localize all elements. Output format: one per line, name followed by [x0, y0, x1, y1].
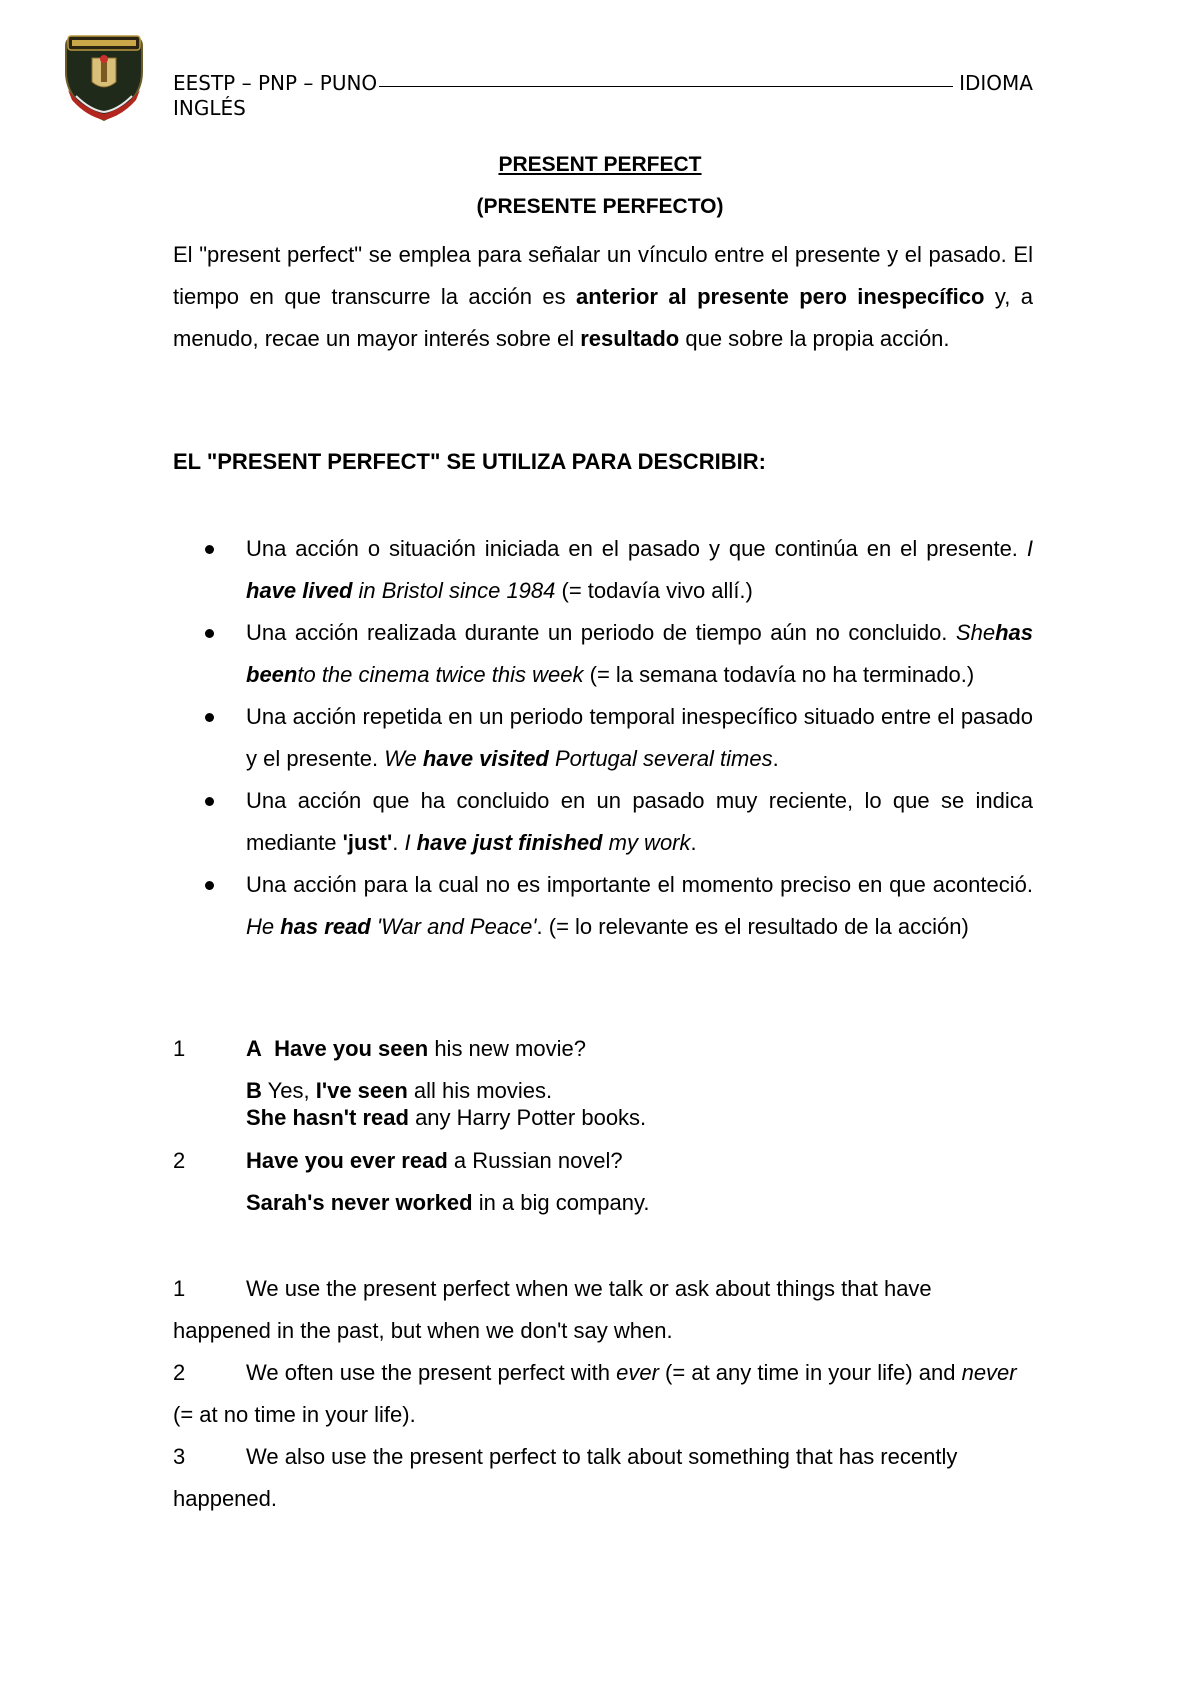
example-text: any Harry Potter books. — [408, 1105, 647, 1130]
example-text: all his movies. — [407, 1078, 553, 1103]
keyword-bold: 'just' — [342, 830, 393, 855]
intro-text: que sobre la propia acción. — [679, 326, 950, 351]
header-subject-continued: INGLÉS — [173, 96, 246, 120]
page-title: PRESENT PERFECT — [498, 153, 702, 176]
rule-text: We also use the present perfect to talk about something that has recently happened. — [173, 1444, 958, 1511]
example-bold-italic: have visited — [422, 746, 549, 771]
item-text: . — [690, 830, 697, 855]
example-italic: to the cinema twice this week — [297, 662, 584, 687]
item-text: (= todavía vivo allí.) — [555, 578, 753, 603]
item-text: (= la semana todavía no ha terminado.) — [583, 662, 975, 687]
item-text: Una acción que ha concluido en un pasado muy reciente, lo que se indica mediante — [246, 788, 1033, 855]
example-bold: Have you seen — [274, 1036, 429, 1061]
list-item — [173, 528, 1033, 612]
item-text: . — [772, 746, 779, 771]
example-bold: She hasn't read — [246, 1105, 409, 1130]
rule-item — [173, 1352, 1033, 1436]
intro-paragraph — [173, 234, 1033, 360]
example-text: his new movie? — [428, 1036, 586, 1061]
example-text: in a big company. — [472, 1190, 650, 1215]
item-text: . — [392, 830, 405, 855]
header-subject: IDIOMA — [959, 71, 1033, 95]
example-bold-italic: has been — [246, 620, 1033, 687]
list-item — [173, 696, 1033, 780]
bullet-icon — [205, 797, 214, 806]
intro-bold-text: resultado — [580, 326, 680, 351]
bullet-icon — [205, 629, 214, 638]
example-italic: my work — [602, 830, 691, 855]
example-bold-italic: has read — [280, 914, 371, 939]
rule-item — [173, 1268, 1033, 1352]
rule-item — [173, 1436, 1033, 1520]
example-text: Yes, — [261, 1078, 316, 1103]
bullet-icon — [205, 545, 214, 554]
list-item — [173, 864, 1033, 948]
example-bold-italic: have lived — [246, 578, 353, 603]
bullet-icon — [205, 881, 214, 890]
rule-text: We often use the present perfect with — [246, 1360, 617, 1385]
item-text: Una acción repetida en un periodo temporal inespecífico situado entre el pasado y el presente. — [246, 704, 1033, 771]
example-italic: We — [384, 746, 423, 771]
example-bold: Sarah's never worked — [246, 1190, 473, 1215]
header-institution: EESTP – PNP – PUNO — [173, 71, 378, 95]
rule-text: (= at any time in your life) and — [658, 1360, 962, 1385]
speaker-label: B — [246, 1078, 262, 1103]
example-italic: I — [1026, 536, 1033, 561]
example-number: 1 — [173, 1036, 186, 1061]
list-item — [173, 780, 1033, 864]
example-italic: He — [246, 914, 281, 939]
rule-number: 3 — [173, 1444, 186, 1469]
item-text: . (= lo relevante es el resultado de la acción) — [536, 914, 969, 939]
example-bold: Have you ever read — [246, 1148, 448, 1173]
example-italic: Portugal several times — [548, 746, 773, 771]
item-text: Una acción o situación iniciada en el pasado y que continúa en el presente. — [246, 536, 1027, 561]
usage-rules — [173, 1268, 1033, 1520]
rule-text: We use the present perfect when we talk or ask about things that have happened in the past, but when we don't say when. — [173, 1276, 932, 1343]
intro-text: El "present perfect" se emplea para señalar un vínculo entre el presente y el pasado. El tiempo en que transcurre la acción es — [173, 242, 1033, 309]
example-bold: I've seen — [315, 1078, 408, 1103]
example-bold-italic: have just finished — [416, 830, 603, 855]
intro-bold-text: anterior al presente pero inespecífico — [576, 284, 985, 309]
rule-text: (= at no time in your life). — [173, 1402, 416, 1427]
header-rule — [379, 86, 953, 87]
example-italic: She — [955, 620, 996, 645]
example-italic: 'War and Peace' — [370, 914, 537, 939]
speaker-label: A — [246, 1036, 262, 1061]
example-italic: I — [404, 830, 417, 855]
rule-number: 2 — [173, 1360, 186, 1385]
item-text: Una acción para la cual no es importante el momento preciso en que aconteció. — [246, 872, 1033, 897]
section-heading: EL "PRESENT PERFECT" SE UTILIZA PARA DESCRIBIR: — [173, 449, 766, 474]
item-text: Una acción realizada durante un periodo de tiempo aún no concluido. — [246, 620, 956, 645]
example-italic: in Bristol since 1984 — [352, 578, 556, 603]
rule-italic: never — [961, 1360, 1017, 1385]
list-item — [173, 612, 1033, 696]
police-school-crest-icon — [62, 30, 146, 124]
document-header — [173, 71, 1033, 121]
page-subtitle: (PRESENTE PERFECTO) — [476, 195, 724, 218]
bullet-icon — [205, 713, 214, 722]
example-number: 2 — [173, 1148, 186, 1173]
rule-number: 1 — [173, 1276, 186, 1301]
rule-italic: ever — [616, 1360, 659, 1385]
example-text: a Russian novel? — [447, 1148, 623, 1173]
intro-text: y, a menudo, recae un mayor interés sobre el — [173, 284, 1033, 351]
usage-list — [173, 528, 1033, 948]
